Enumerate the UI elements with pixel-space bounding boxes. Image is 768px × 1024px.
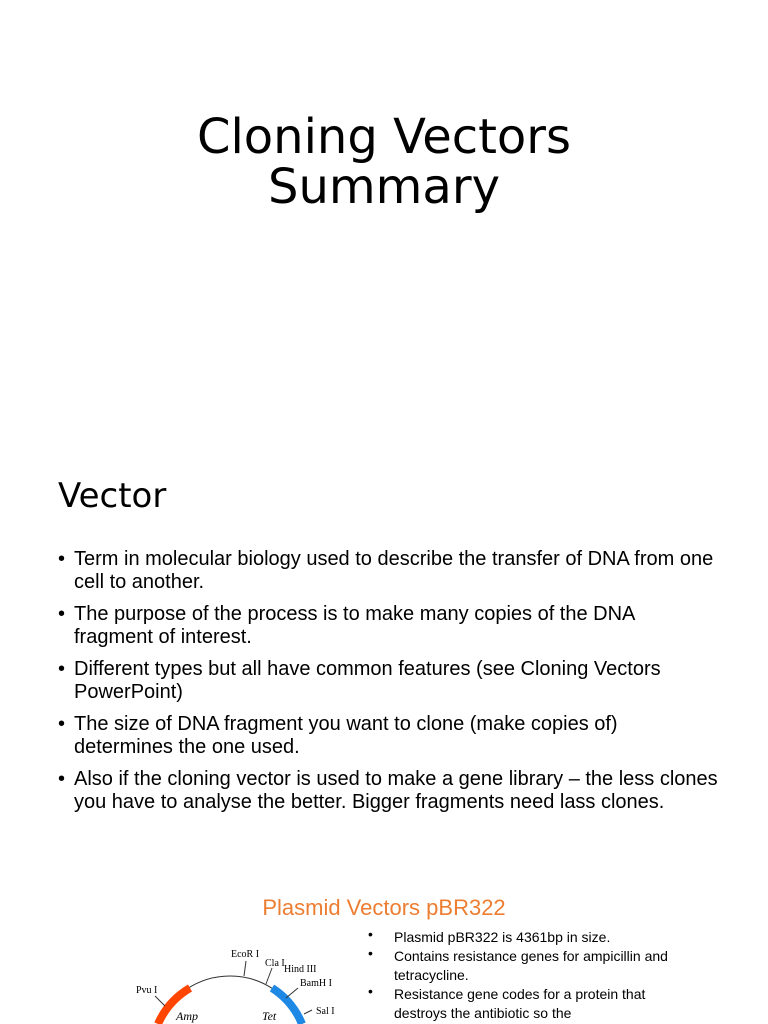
title-line-1: Cloning Vectors — [196, 109, 572, 165]
bullet-item: • Resistance gene codes for a protein that destroys the antibiotic so the — [368, 985, 678, 1023]
title-line-2: Summary — [268, 159, 500, 215]
bullet-list — [368, 928, 678, 1023]
label-tet: Tet — [262, 1009, 277, 1023]
vector-slide — [0, 432, 768, 864]
bullet-item: • Different types but all have common features (see Cloning Vectors PowerPoint) — [58, 658, 718, 704]
bullet-item: • The purpose of the process is to make many copies of the DNA fragment of interest. — [58, 603, 718, 649]
plasmid-slide — [0, 864, 768, 1024]
label-bamhi: BamH I — [300, 978, 332, 989]
bullet-item: • The size of DNA fragment you want to clone (make copies of) determines the one used. — [58, 713, 718, 759]
bullet-item: • Contains resistance genes for ampicillin and tetracycline. — [368, 947, 678, 985]
bullet-list — [58, 548, 718, 823]
bullet-item: • Plasmid pBR322 is 4361bp in size. — [368, 928, 678, 947]
label-ecori: EcoR I — [231, 949, 260, 960]
slide-heading: Vector — [58, 476, 167, 516]
label-hindiii: Hind III — [284, 964, 317, 975]
title-slide — [0, 0, 768, 432]
plasmid-map-diagram — [0, 864, 360, 1024]
label-clai: Cla I — [265, 958, 285, 969]
slide-heading: Plasmid Vectors pBR322 — [262, 895, 506, 920]
slide-title — [0, 109, 768, 215]
bullet-item: • Also if the cloning vector is used to make a gene library – the less clones you have to analyse the better. Bigger fragments need lass clones. — [58, 768, 718, 814]
label-amp: Amp — [176, 1009, 198, 1023]
bullet-item: • Term in molecular biology used to describe the transfer of DNA from one cell to another. — [58, 548, 718, 594]
tet-gene-arc — [272, 988, 302, 1024]
label-pvui: Pvu I — [136, 985, 158, 996]
label-sali: Sal I — [316, 1006, 335, 1017]
